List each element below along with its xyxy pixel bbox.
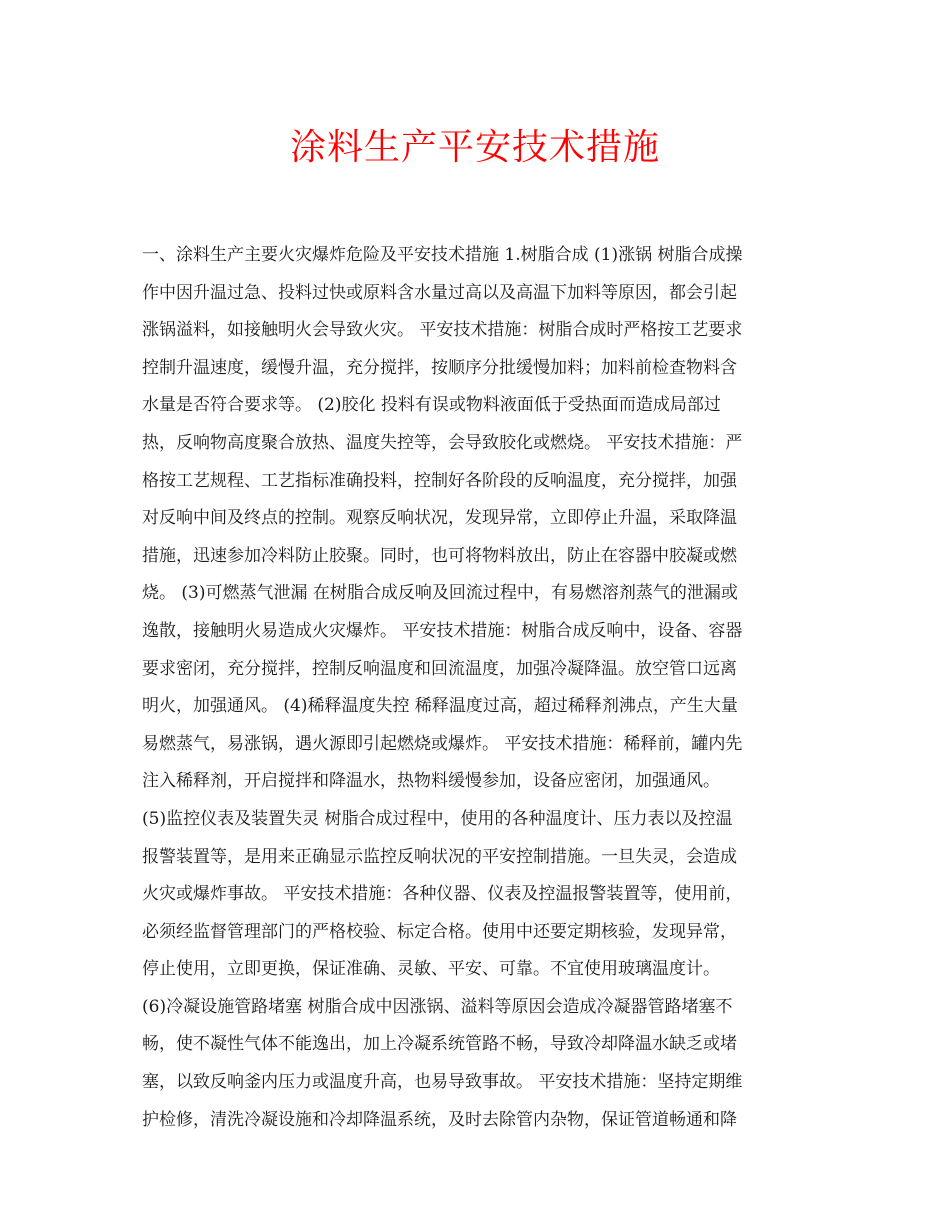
body-text-line: 明火，加强通风。 (4)稀释温度失控 稀释温度过高，超过稀释剂沸点，产生大量 <box>142 696 738 717</box>
body-text-line: (5)监控仪表及装置失灵 树脂合成过程中，使用的各种温度计、压力表以及控温 <box>142 808 733 829</box>
document-body <box>142 237 822 1139</box>
document-title: 涂料生产平安技术措施 <box>289 127 660 168</box>
body-text-line: 水量是否符合要求等。 (2)胶化 投料有误或物料液面低于受热面而造成局部过 <box>142 395 721 416</box>
body-text-line: 畅，使不凝性气体不能逸出，加上冷凝系统管路不畅，导致冷却降温水缺乏或堵 <box>142 1034 737 1055</box>
body-text-line: 对反响中间及终点的控制。观察反响状况，发现异常，立即停止升温，采取降温 <box>142 508 737 529</box>
body-text-line: 要求密闭，充分搅拌，控制反响温度和回流温度，加强冷凝降温。放空管口远离 <box>142 658 737 679</box>
body-text-line: 火灾或爆炸事故。 平安技术措施：各种仪器、仪表及控温报警装置等，使用前， <box>142 884 743 905</box>
body-text-line: 措施，迅速参加冷料防止胶聚。同时，也可将物料放出，防止在容器中胶凝或燃 <box>142 545 737 566</box>
body-text-line: 塞，以致反响釜内压力或温度升高，也易导致事故。 平安技术措施：坚持定期维 <box>142 1072 743 1093</box>
body-text-line: (6)冷凝设施管路堵塞 树脂合成中因涨锅、溢料等原因会造成冷凝器管路堵塞不 <box>142 996 733 1017</box>
body-text-line: 一、涂料生产主要火灾爆炸危险及平安技术措施 1.树脂合成 (1)涨锅 树脂合成操 <box>142 245 743 265</box>
body-text-line: 作中因升温过急、投料过快或原料含水量过高以及高温下加料等原因，都会引起 <box>142 282 737 303</box>
body-text-line: 逸散，接触明火易造成火灾爆炸。 平安技术措施：树脂合成反响中，设备、容器 <box>142 620 743 641</box>
body-text-line: 格按工艺规程、工艺指标准确投料，控制好各阶段的反响温度，充分搅拌，加强 <box>142 470 737 491</box>
body-text-line: 烧。 (3)可燃蒸气泄漏 在树脂合成反响及回流过程中，有易燃溶剂蒸气的泄漏或 <box>142 583 738 604</box>
body-text-line: 易燃蒸气，易涨锅，遇火源即引起燃烧或爆炸。 平安技术措施：稀释前，罐内先 <box>142 733 743 754</box>
body-text-line: 涨锅溢料，如接触明火会导致火灾。 平安技术措施：树脂合成时严格按工艺要求 <box>142 320 743 341</box>
body-text-line: 注入稀释剂，开启搅拌和降温水，热物料缓慢参加，设备应密闭，加强通风。 <box>142 771 720 792</box>
body-text-line: 护检修，清洗冷凝设施和冷却降温系统，及时去除管内杂物，保证管道畅通和降 <box>142 1109 737 1130</box>
body-text-line: 控制升温速度，缓慢升温，充分搅拌，按顺序分批缓慢加料；加料前检查物料含 <box>142 357 737 378</box>
body-text-line: 报警装置等，是用来正确显示监控反响状况的平安控制措施。一旦失灵，会造成 <box>142 846 737 867</box>
body-text-line: 必须经监督管理部门的严格校验、标定合格。使用中还要定期核验，发现异常， <box>142 921 737 942</box>
body-text-line: 停止使用，立即更换，保证准确、灵敏、平安、可靠。不宜使用玻璃温度计。 <box>142 959 720 980</box>
body-text-line: 热，反响物高度聚合放热、温度失控等，会导致胶化或燃烧。 平安技术措施：严 <box>142 432 743 453</box>
